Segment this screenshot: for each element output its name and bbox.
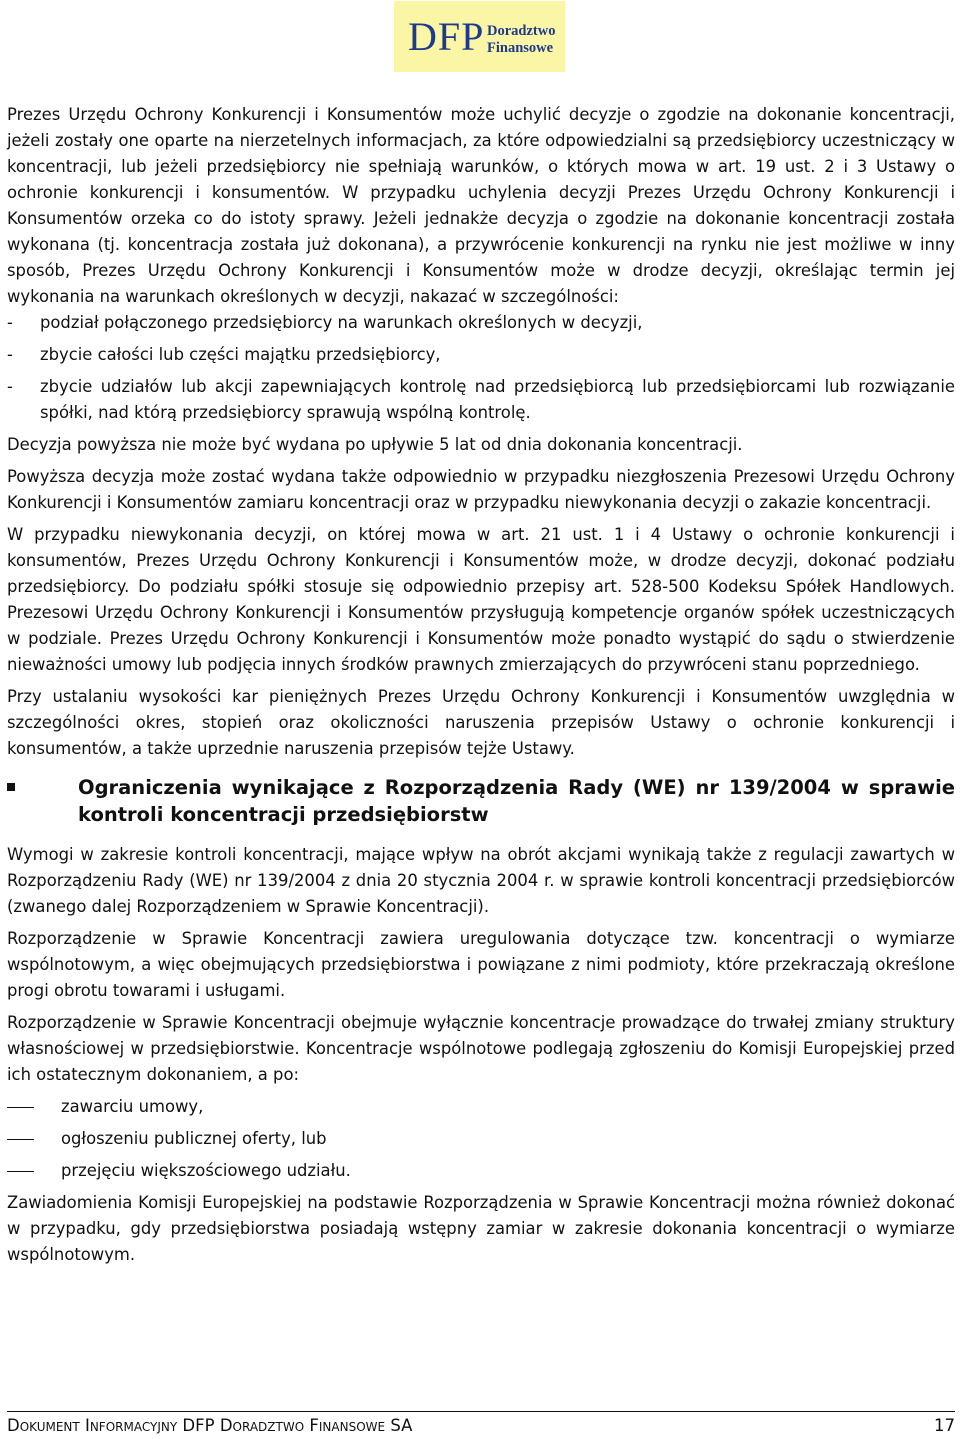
list-marker: - (7, 345, 13, 364)
logo-mark: DFP (408, 14, 485, 59)
list-item-text: ogłoszeniu publicznej oferty, lub (61, 1129, 327, 1148)
section-heading-text: Ograniczenia wynikające z Rozporządzenia Rady (WE) nr 139/2004 w sprawie kontroli koncentracji przedsiębiorstw (78, 776, 955, 826)
paragraph-zawiadomienia: Zawiadomienia Komisji Europejskiej na podstawie Rozporządzenia w Sprawie Koncentracji można również dokonać w przypadku, gdy przedsiębiorstwa posiadają wstępny zamiar w zakresie dokonania koncentracji o wymiarze wspólnotowym. (7, 1193, 955, 1264)
list-item (7, 1126, 955, 1152)
footer-document-title: Dokument Informacyjny DFP Doradztwo Finansowe SA (7, 1416, 413, 1435)
paragraph-rozporzadzenie: Rozporządzenie w Sprawie Koncentracji zawiera uregulowania dotyczące tzw. koncentracji o wymiarze wspólnotowym, a więc obejmujących przedsiębiorstwa i powiązane z nimi podmioty, które przekraczają określone progi obrotu towarami i usługami. (7, 929, 955, 1000)
paragraph-termin: Decyzja powyższa nie może być wydana po upływie 5 lat od dnia dokonania koncentracji. (7, 435, 743, 454)
logo-subtitle-line2: Finansowe (487, 40, 554, 56)
company-logo (394, 1, 565, 72)
logo-subtitle-line1: Doradztwo (487, 23, 556, 39)
paragraph-zakres: Rozporządzenie w Sprawie Koncentracji obejmuje wyłącznie koncentracje prowadzące do trwałej zmiany struktury własnościowej w przedsiębiorstwie. Koncentracje wspólnotowe podlegają zgłoszeniu do Komisji Europejskiej przed ich ostatecznym dokonaniem, a po: (7, 1013, 955, 1084)
list-item (7, 310, 955, 336)
list-item-text: podział połączonego przedsiębiorcy na warunkach określonych w decyzji, (40, 313, 643, 332)
list-marker: - (7, 377, 13, 396)
list-item-text: przejęciu większościowego udziału. (61, 1161, 351, 1180)
square-bullet-icon (7, 774, 78, 828)
list-item (7, 374, 955, 426)
logo-subtitle (487, 23, 555, 57)
page-number: 17 (934, 1416, 955, 1435)
list-item-text: zbycie całości lub części majątku przedsiębiorcy, (40, 345, 441, 364)
list-item-text: zawarciu umowy, (61, 1097, 204, 1116)
page-footer (7, 1411, 955, 1435)
paragraph-niezgloszenie: Powyższa decyzja może zostać wydana także odpowiednio w przypadku niezgłoszenia Prezesowi Urzędu Ochrony Konkurencji i Konsumentów zamiaru koncentracji oraz w przypadku niewykonania decyzji o zakazie koncentracji. (7, 467, 955, 512)
list-item (7, 342, 955, 368)
dash-marker (7, 1094, 61, 1120)
list-marker: - (7, 313, 13, 332)
paragraph-podzial: W przypadku niewykonania decyzji, on której mowa w art. 21 ust. 1 i 4 Ustawy o ochronie konkurencji i konsumentów, Prezes Urzędu Ochrony Konkurencji i Konsumentów może, w drodze decyzji, dokonać podziału przedsiębiorcy. Do podziału spółki stosuje się odpowiednio przepisy art. 528-500 Kodeksu Spółek Handlowych. Prezesowi Urzędu Ochrony Konkurencji i Konsumentów przysługują kompetencje organów spółek uczestniczących w podziale. Prezes Urzędu Ochrony Konkurencji i Konsumentów może ponadto wystąpić do sądu o stwierdzenie nieważności umowy lub podjęcia innych środków prawnych zmierzających do przywróceni stanu poprzedniego. (7, 525, 955, 674)
list-item (7, 1094, 955, 1120)
document-body (7, 102, 955, 1274)
list-item (7, 1158, 955, 1184)
dash-marker (7, 1126, 61, 1152)
section-heading (7, 774, 955, 828)
dash-marker (7, 1158, 61, 1184)
paragraph-uchylenie-decyzji: Prezes Urzędu Ochrony Konkurencji i Konsumentów może uchylić decyzje o zgodzie na dokonanie koncentracji, jeżeli zostały one oparte na nierzetelnych informacjach, za które odpowiedzialni są przedsiębiorcy uczestniczący w koncentracji, lub jeżeli przedsiębiorcy nie spełniają warunków, o których mowa w art. 19 ust. 2 i 3 Ustawy o ochronie konkurencji i konsumentów. W przypadku uchylenia decyzji Prezes Urzędu Ochrony Konkurencji i Konsumentów orzeka co do istoty sprawy. Jeżeli jednakże decyzja o zgodzie na dokonanie koncentracji została wykonana (tj. koncentracja została już dokonana), a przywrócenie konkurencji na rynku nie jest możliwe w inny sposób, Prezes Urzędu Ochrony Konkurencji i Konsumentów może w drodze decyzji, określając termin jej wykonania na warunkach określonych w decyzji, nakazać w szczególności: (7, 105, 955, 306)
paragraph-wymogi: Wymogi w zakresie kontroli koncentracji, mające wpływ na obrót akcjami wynikają także z regulacji zawartych w Rozporządzeniu Rady (WE) nr 139/2004 z dnia 20 stycznia 2004 r. w sprawie kontroli koncentracji przedsiębiorców (zwanego dalej Rozporządzeniem w Sprawie Koncentracji). (7, 845, 955, 916)
list-item-text: zbycie udziałów lub akcji zapewniających kontrolę nad przedsiębiorcą lub przedsiębiorcami lub rozwiązanie spółki, nad którą przedsiębiorcy sprawują wspólną kontrolę. (40, 377, 955, 422)
paragraph-kary: Przy ustalaniu wysokości kar pieniężnych Prezes Urzędu Ochrony Konkurencji i Konsumentów uwzględnia w szczególności okres, stopień oraz okoliczności naruszenia przepisów Ustawy o ochronie konkurencji i konsumentów, a także uprzednie naruszenia przepisów tejże Ustawy. (7, 687, 955, 758)
